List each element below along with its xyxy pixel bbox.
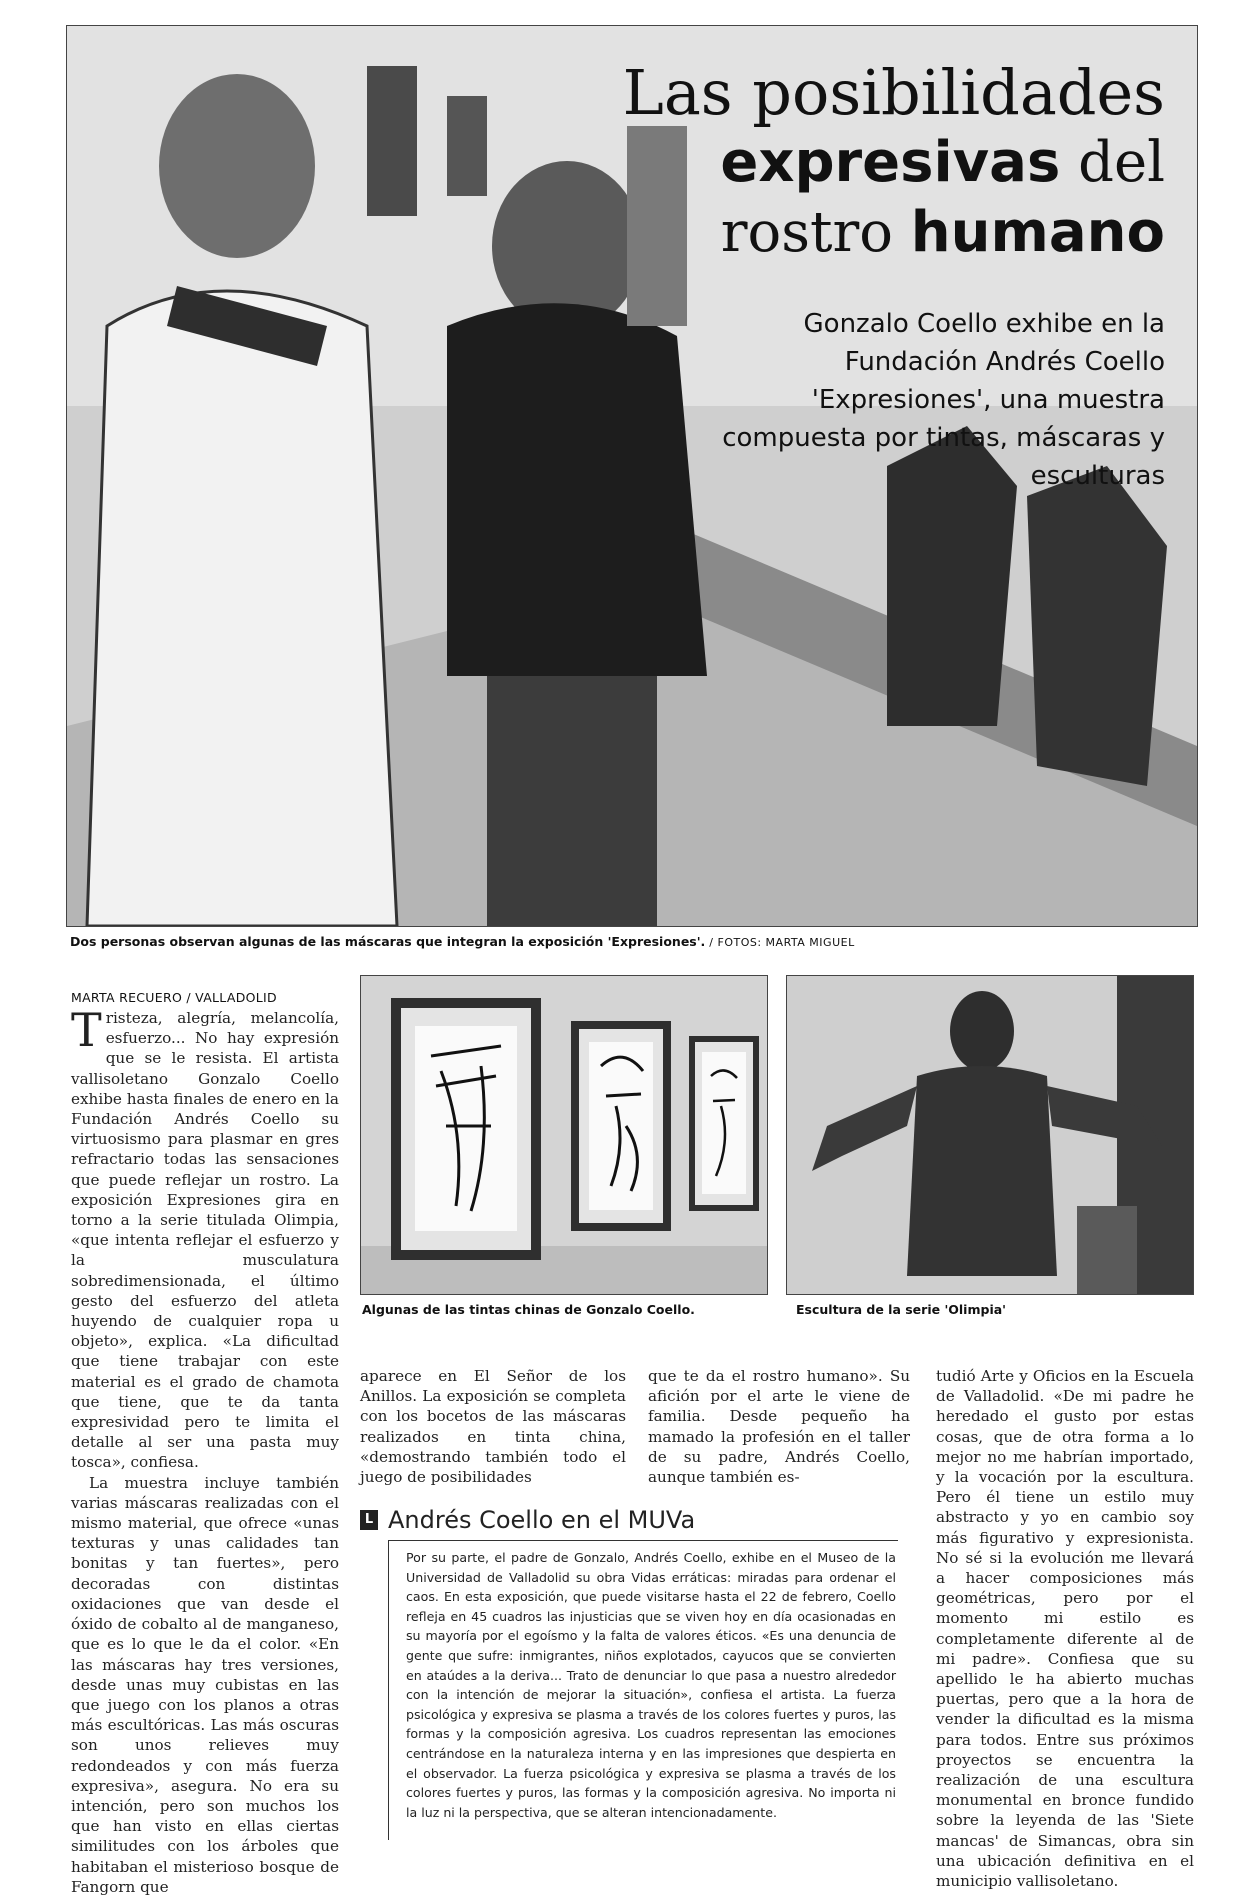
subtitle-line: esculturas bbox=[1030, 461, 1165, 491]
subtitle-line: 'Expresiones', una muestra bbox=[811, 385, 1165, 415]
article-column-4: tudió Arte y Oficios en la Escuela de Valladolid. «De mi padre he heredado el gusto por estas cosas, que de otra forma a lo mejor no me habrían importado, y la vocación por la escultura. Pero él tiene un estilo muy abstracto y yo en cambio soy más figurativo y expresionista. No sé si la evolución me llevará a hacer composiciones más geométricas, pero por el momento mi estilo es completamente diferente al de mi padre». Confiesa que su apellido le ha abierto muchas puertas, pero que a la hora de vender la dificultad es la misma para todos. Entre sus próximos proyectos se encuentra la realización de una escultura monumental en bronce fundido sobre la leyenda de las 'Siete mancas' de Simancas, obra sin una ubicación definitiva en el municipio vallisoletano. bbox=[936, 1367, 1194, 1891]
headline-line-1: Las posibilidades bbox=[622, 56, 1165, 129]
subtitle-line: Gonzalo Coello exhibe en la bbox=[803, 309, 1165, 339]
paragraph: risteza, alegría, melancolía, esfuerzo... No hay expresión que se le resista. El artista vallisoletano Gonzalo Coello exhibe hasta finales de enero en la Fundación Andrés Coello su virtuosismo para plasmar en gres refractario todas las sensaciones que puede reflejar un rostro. La exposición Expresiones gira en torno a la serie titulada Olimpia, «que intenta reflejar el esfuerzo y la musculatura sobredimensionada, el último gesto del esfuerzo del atleta huyendo de cualquier ropa u objeto», explica. «La dificultad que tiene trabajar con este material es el grado de chamota que tiene, que te da tanta expresividad pero te limita el detalle al ser una pasta muy tosca», confiesa. bbox=[71, 1009, 339, 1472]
photo-credit: / FOTOS: MARTA MIGUEL bbox=[705, 936, 855, 949]
sidebar-side-rule bbox=[388, 1540, 389, 1840]
headline-word: del bbox=[1060, 130, 1165, 195]
sidebar-box bbox=[360, 1496, 910, 1848]
paragraph: La muestra incluye también varias máscaras realizadas con el mismo material, que ofrece «unas texturas y unas calidades tan bonitas y tan fuertes», pero decoradas con distintas oxidaciones que van desde el óxido de cobalto al de manganeso, que es lo que le da el color. «En las máscaras hay tres versiones, desde unas muy cubistas en las que juego con los planos a otras más escultóricas. Las más oscuras son unos relieves muy redondeados y con más fuerza expresiva», asegura. No era su intención, pero son muchos los que han visto en ellas ciertas similitudes con los árboles que habitaban el misterioso bosque de Fangorn que bbox=[71, 1473, 339, 1896]
drop-cap: T bbox=[71, 1003, 102, 1057]
sculpture-caption: Escultura de la serie 'Olimpia' bbox=[796, 1302, 1006, 1317]
headline-bold-word: expresivas bbox=[720, 130, 1061, 195]
headline-word: rostro bbox=[720, 200, 911, 265]
main-photo-caption bbox=[70, 934, 1170, 949]
sidebar-logo: L bbox=[360, 1510, 378, 1530]
sidebar-title: Andrés Coello en el MUVa bbox=[388, 1506, 696, 1534]
sculpture-photo bbox=[786, 975, 1194, 1295]
ink-drawings-photo bbox=[360, 975, 768, 1295]
subtitle bbox=[605, 305, 1165, 495]
sidebar-text: Por su parte, el padre de Gonzalo, Andrés Coello, exhibe en el Museo de la Universidad de Valladolid su obra Vidas erráticas: miradas para ordenar el caos. En esta exposición, que puede visitarse hasta el 22 de febrero, Coello refleja en 45 cuadros las injusticias que se viven hoy en día ocasionadas en su mayoría por el egoísmo y la falta de valores éticos. «Es una denuncia de gente que sufre: inmigrantes, niños explotados, cayucos que se convierten en ataúdes a la deriva... Trato de denunciar lo que pasa a nuestro alrededor con la intención de mejorar la situación», confiesa el artista. La fuerza psicológica y expresiva se plasma a través de los colores fuertes y puros, las formas y la composición agresiva. Los cuadros representan las emociones centrándose en la naturaleza interna y en las impresiones que despierta en el observador. La fuerza psicológica y expresiva se plasma a través de los colores fuertes y puros, las formas y la composición agresiva. No importa ni la luz ni la perspectiva, que se alteran intencionadamente. bbox=[406, 1550, 896, 1820]
headline-line-2 bbox=[525, 128, 1165, 198]
ink-drawings-caption: Algunas de las tintas chinas de Gonzalo Coello. bbox=[362, 1302, 695, 1317]
article-column-1 bbox=[71, 1003, 339, 1897]
headline bbox=[525, 58, 1165, 268]
headline-line-3 bbox=[525, 198, 1165, 268]
sculpture-illustration bbox=[787, 976, 1193, 1294]
article-column-2: aparece en El Señor de los Anillos. La exposición se completa con los bocetos de las máscaras realizados en tinta china, «demostrando también todo el juego de posibilidades bbox=[360, 1367, 626, 1487]
headline-bold-word: humano bbox=[910, 200, 1165, 265]
ink-drawings-illustration bbox=[361, 976, 767, 1294]
sidebar-rule bbox=[388, 1540, 898, 1541]
article-column-3: que te da el rostro humano». Su afición por el arte le viene de familia. Desde pequeño ha mamado la profesión en el taller de su padre, Andrés Coello, aunque también es- bbox=[648, 1367, 910, 1487]
caption-text: Dos personas observan algunas de las máscaras que integran la exposición 'Expresiones'. bbox=[70, 934, 706, 949]
subtitle-line: Fundación Andrés Coello bbox=[844, 347, 1165, 377]
subtitle-line: compuesta por tintas, máscaras y bbox=[722, 423, 1165, 453]
byline: MARTA RECUERO / VALLADOLID bbox=[71, 990, 277, 1005]
